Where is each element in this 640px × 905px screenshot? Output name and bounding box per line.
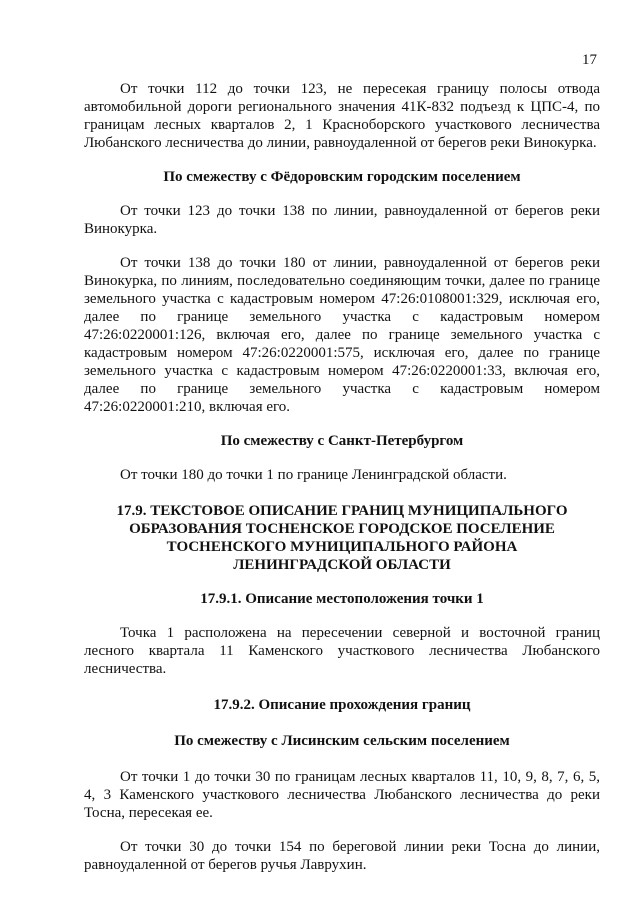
paragraph-point-30-154: От точки 30 до точки 154 по береговой линии реки Тосна до линии, равноудаленной от берегов ручья Лаврухин. xyxy=(84,839,600,873)
heading-fedorovskoe: По смежеству с Фёдоровским городским поселением xyxy=(163,169,521,185)
paragraph-point-1-30: От точки 1 до точки 30 по границам лесных кварталов 11, 10, 9, 8, 7, 6, 5, 4, 3 Каменского участкового лесничества Любанского лесничества до реки Тосна, пересекая ее. xyxy=(84,769,600,821)
section-title-line: ТОСНЕНСКОГО МУНИЦИПАЛЬНОГО РАЙОНА xyxy=(166,539,518,555)
heading-boundary-description: 17.9.2. Описание прохождения границ xyxy=(213,697,471,713)
section-title xyxy=(84,502,600,574)
page-number: 17 xyxy=(582,52,597,68)
heading-lisinskoe: По смежеству с Лисинским сельским поселением xyxy=(174,733,510,749)
paragraph-point-1: Точка 1 расположена на пересечении северной и восточной границ лесного квартала 11 Каменского участкового лесничества Любанского лесничества. xyxy=(84,625,600,677)
section-title-line: 17.9. ТЕКСТОВОЕ ОПИСАНИЕ ГРАНИЦ МУНИЦИПАЛЬНОГО xyxy=(116,503,568,519)
paragraph-point-180-1: От точки 180 до точки 1 по границе Ленинградской области. xyxy=(120,467,507,483)
paragraph-point-138-180: От точки 138 до точки 180 от линии, равноудаленной от берегов реки Винокурка, по линиям, последовательно соединяющим точки, далее по границе земельного участка с кадастровым номером 47:26:0108001:329, исключая его, далее по границе земельного участка с кадастровым номером 47:26:0220001:126, включая его, далее по границе земельного участка с кадастровым номером 47:26:0220001:575, исключая его, далее по границе земельного участка с кадастровым номером 47:26:0220001:33, включая его, далее по границе земельного участка с кадастровым номером 47:26:0220001:210, включая его. xyxy=(84,255,600,415)
section-title-line: ОБРАЗОВАНИЯ ТОСНЕНСКОЕ ГОРОДСКОЕ ПОСЕЛЕНИЕ xyxy=(129,521,555,537)
heading-point-1-location: 17.9.1. Описание местоположения точки 1 xyxy=(200,591,484,607)
section-title-line: ЛЕНИНГРАДСКОЙ ОБЛАСТИ xyxy=(233,557,451,573)
document-body xyxy=(84,80,600,874)
heading-saint-petersburg: По смежеству с Санкт-Петербургом xyxy=(220,433,464,449)
paragraph-point-112-123: От точки 112 до точки 123, не пересекая границу полосы отвода автомобильной дороги регионального значения 41К-832 подъезд к ЦПС-4, по границам лесных кварталов 2, 1 Красноборского участкового лесничества Любанского лесничества до линии, равноудаленной от берегов реки Винокурка. xyxy=(84,81,600,151)
paragraph-point-123-138: От точки 123 до точки 138 по линии, равноудаленной от берегов реки Винокурка. xyxy=(84,203,600,237)
